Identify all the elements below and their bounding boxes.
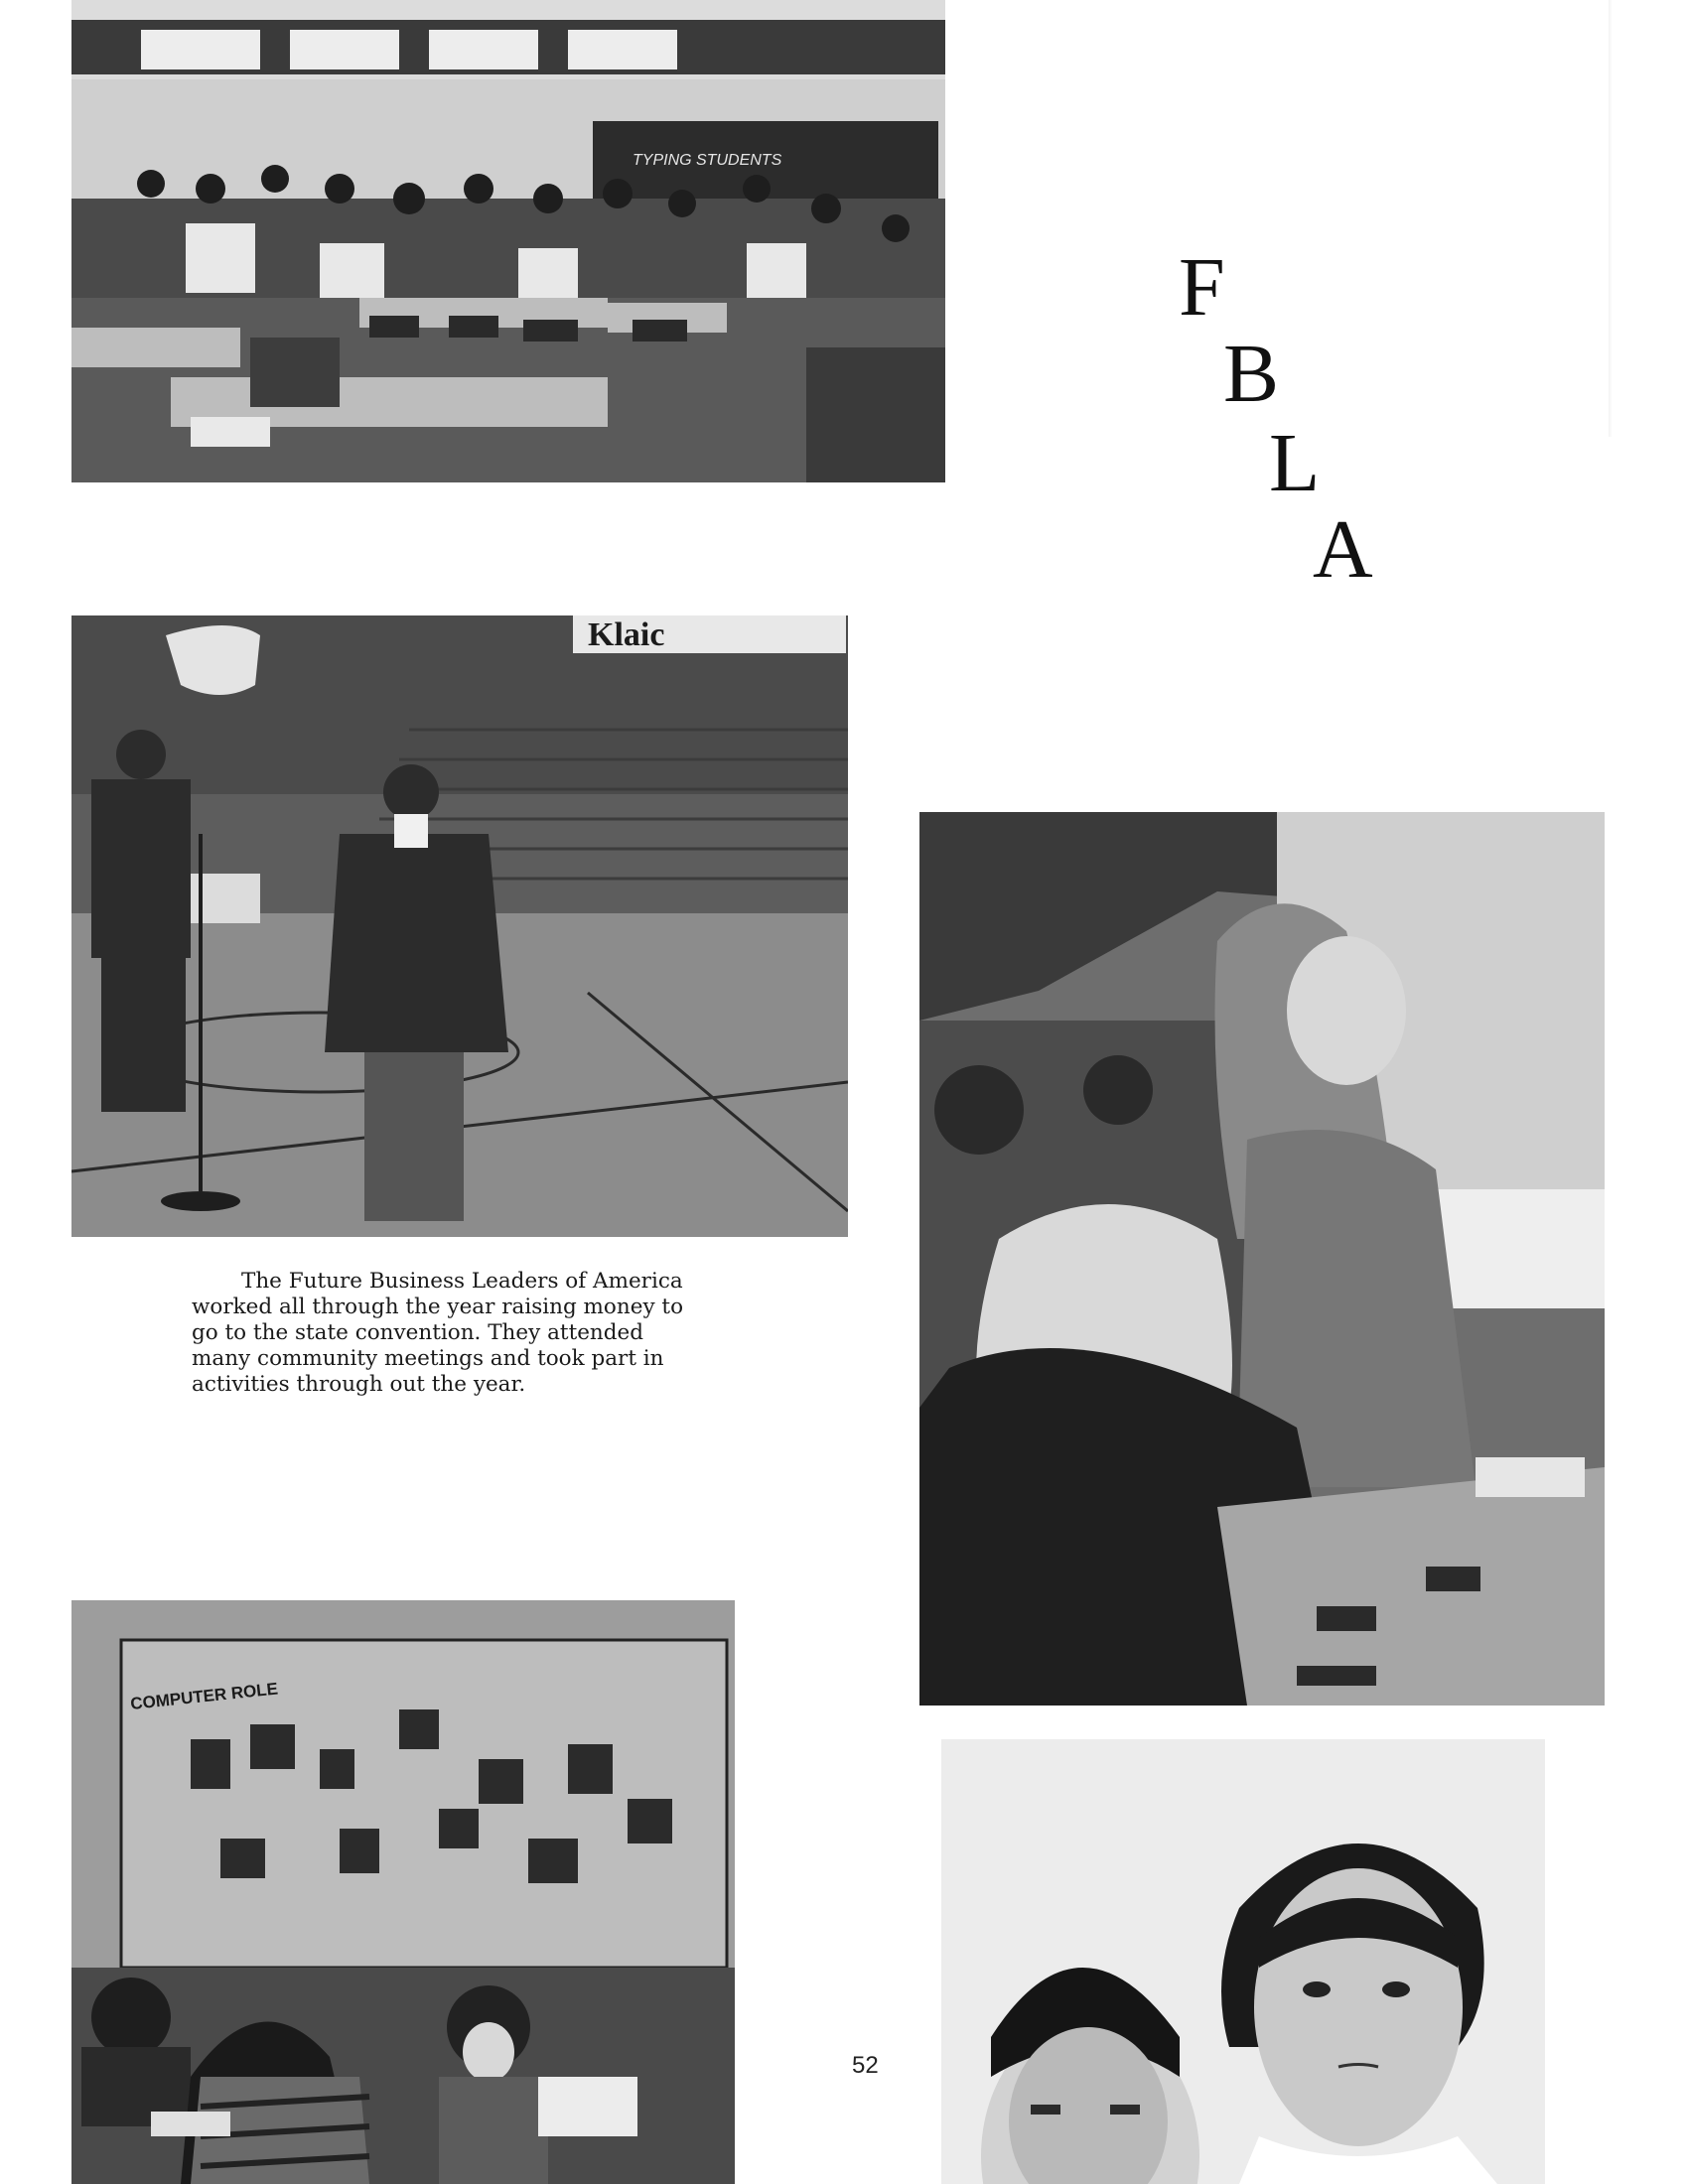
bulletin-board-photo [71, 1600, 735, 2184]
board-text: COMPUTER ROLE [129, 1679, 279, 1713]
board-text: TYPING STUDENTS [633, 152, 782, 169]
heading-letter-b: B [1223, 328, 1280, 420]
typing-classroom-photo [71, 0, 945, 482]
heading-letter-f: F [1179, 241, 1225, 334]
students-at-table-photo [919, 812, 1605, 1706]
page-number: 52 [852, 2052, 879, 2079]
gymnasium-photo [71, 615, 848, 1237]
heading-letter-l: L [1269, 417, 1321, 509]
page-edge-shadow [1609, 0, 1613, 437]
banner-text: Klaic [588, 616, 665, 653]
two-boys-portrait-photo [941, 1739, 1545, 2184]
article-caption: The Future Business Leaders of America worked all through the year raising money to go to the state convention. They attended many community meetings and took part in activities through out the year. [192, 1269, 684, 1397]
heading-letter-a: A [1313, 503, 1373, 596]
